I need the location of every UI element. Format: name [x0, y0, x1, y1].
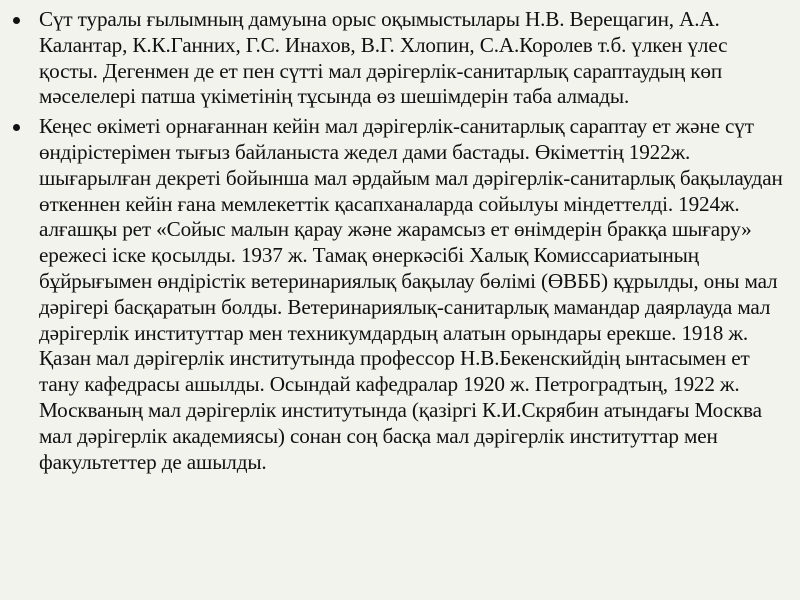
bullet-text-1: Сүт туралы ғылымның дамуына орыс оқымыстылары Н.В. Верещагин, А.А. Калантар, К.К.Ганних, Г.С. Инахов, В.Г. Хлопин, С.А.Королев т.б. үлкен үлес қосты. Дегенмен де ет пен сүтті мал дәрігерлік-санитарлық сараптаудың көп мәселелері патша үкіметінің тұсында өз шешімдерін таба алмады. — [39, 7, 728, 109]
bullet-list — [12, 7, 790, 479]
bullet-dot-icon — [13, 124, 20, 131]
bullet-item-1 — [12, 7, 790, 110]
bullet-dot-icon — [13, 17, 20, 24]
bullet-item-2 — [12, 114, 790, 475]
bullet-text-2: Кеңес өкіметі орнағаннан кейін мал дәрігерлік-санитарлық сараптау ет және сүт өндірістерімен тығыз байланыста жедел дами бастады. Өкіметтің 1922ж. шығарылған декреті бойынша мал әрдайым мал дәрігерлік-санитарлық бақылаудан өткеннен кейін ғана мемлекеттік қасапханаларда сойылуы міндеттелді. 1924ж. алғашқы рет «Сойыс малын қарау және жарамсыз ет өнімдерін бракқа шығару» ережесі іске қосылды. 1937 ж. Тамақ өнеркәсібі Халық Комиссариатының бұйрығымен өндірістік ветеринариялық бақылау бөлімі (ӨВББ) құрылды, оны мал дәрігері басқаратын болды. Ветеринариялық-санитарлық мамандар даярлауда мал дәрігерлік институттар мен техникумдардың алатын орындары ерекше. 1918 ж. Қазан мал дәрігерлік институтында профессор Н.В.Бекенскийдің ынтасымен ет тану кафедрасы ашылды. Осындай кафедралар 1920 ж. Петроградтың, 1922 ж. Москваның мал дәрігерлік институтында (қазіргі К.И.Скрябин атындағы Москва мал дәрігерлік академиясы) сонан соң басқа мал дәрігерлік институттар мен факультеттер де ашылды. — [39, 114, 783, 474]
